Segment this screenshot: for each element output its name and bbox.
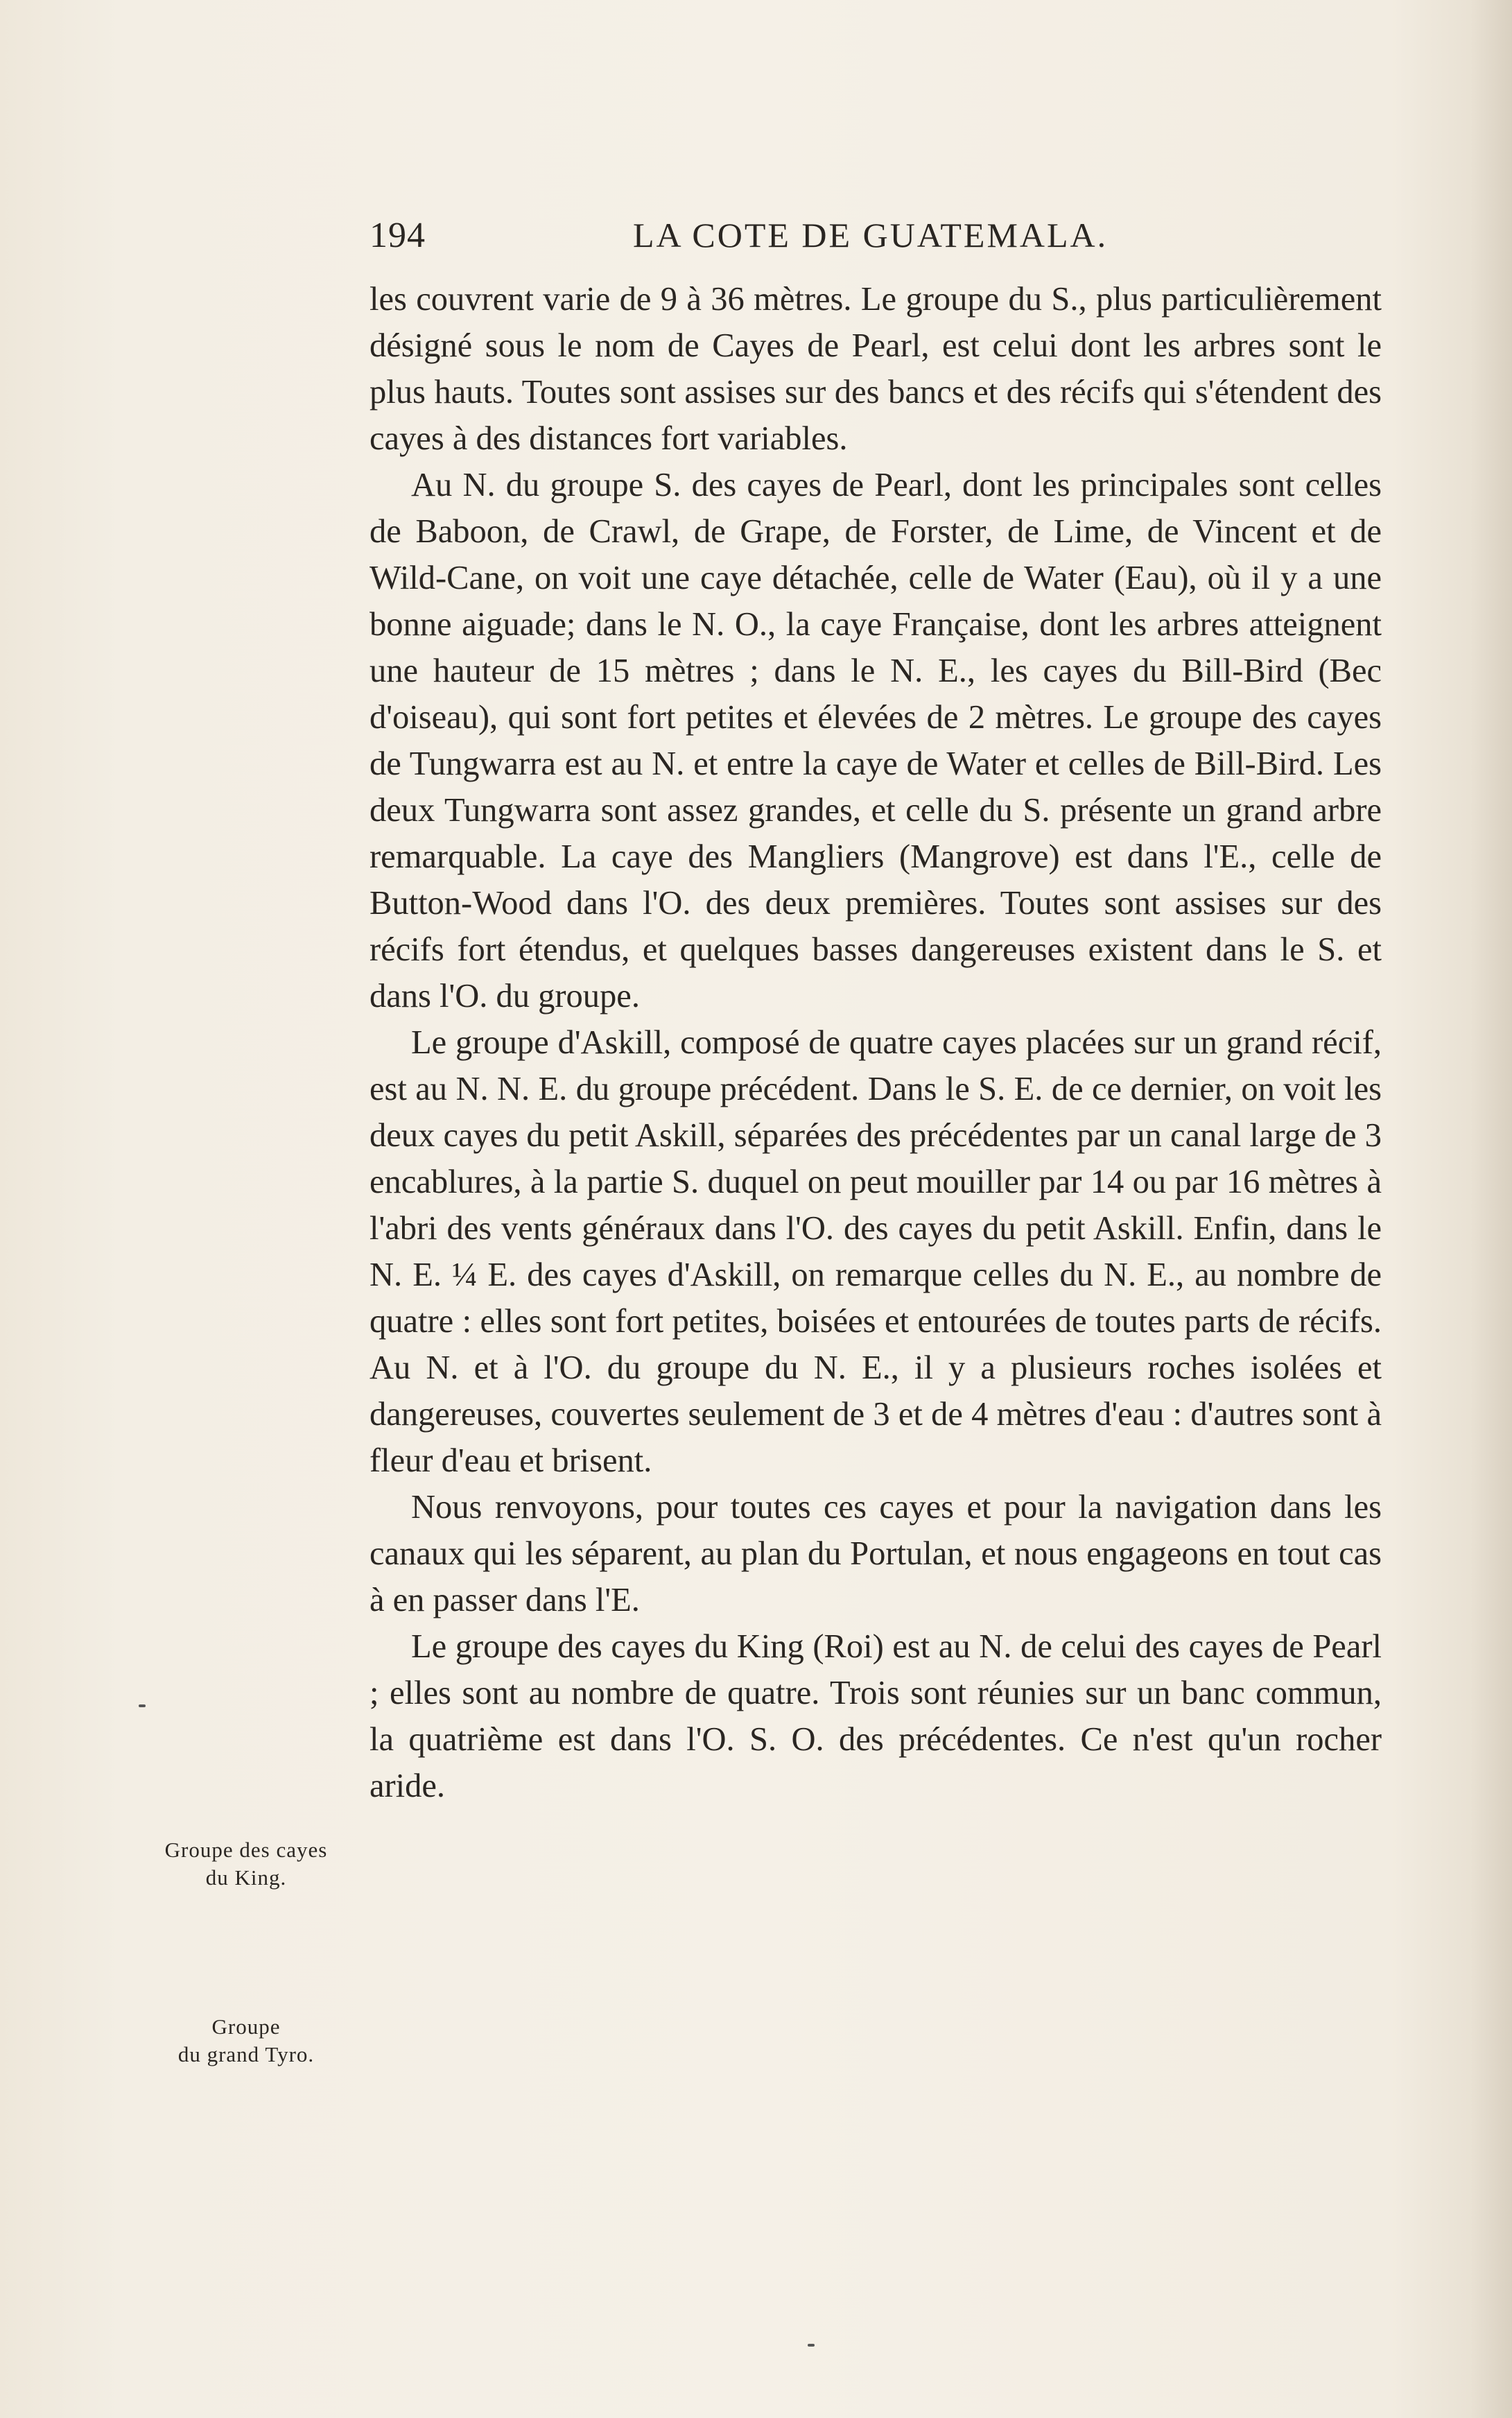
running-title: LA COTE DE GUATEMALA. (633, 216, 1109, 254)
page-number: 194 (370, 216, 426, 255)
sidenote-tyro-line2: du grand Tyro. (177, 2042, 315, 2066)
paragraph-continued: les couvrent varie de 9 à 36 mètres. Le groupe du S., plus particulièrement désigné sous le nom de Cayes de Pearl, est celui dont les arbres sont le plus hauts. Toutes sont assises sur des bancs et des récifs qui s'étendent des cayes à des distances fort variables. (370, 281, 1382, 457)
sidenote-king (135, 1836, 357, 1892)
ink-speck (139, 1704, 146, 1707)
sidenote-king-line1: Groupe des cayes (164, 1838, 328, 1862)
ink-speck (808, 2344, 815, 2347)
page-edge-shadow (1470, 0, 1512, 2418)
running-head (370, 208, 1382, 264)
paragraph-askill: Le groupe d'Askill, composé de quatre cayes placées sur un grand récif, est au N. N. E. du groupe précédent. Dans le S. E. de ce dernier, on voit les deux cayes du petit Askill, séparées des précédentes par un canal large de 3 encablures, à la partie S. duquel on peut mouiller par 14 ou par 16 mètres à l'abri des vents généraux dans l'O. des cayes du petit Askill. Enfin, dans le N. E. ¼ E. des cayes d'Askill, on remarque celles du N. E., au nombre de quatre : elles sont fort petites, boisées et entourées de toutes parts de récifs. Au N. et à l'O. du groupe du N. E., il y a plusieurs roches isolées et dangereuses, couvertes seulement de 3 et de 4 mètres d'eau : d'autres sont à fleur d'eau et brisent. (370, 1024, 1382, 1479)
sidenote-king-line2: du King. (205, 1865, 287, 1890)
paragraph-pearl-north: Au N. du groupe S. des cayes de Pearl, dont les principales sont celles de Baboon, de Crawl, de Grape, de Forster, de Lime, de Vincent et de Wild-Cane, on voit une caye détachée, celle de Water (Eau), où il y a une bonne aiguade; dans le N. O., la caye Française, dont les arbres atteignent une hauteur de 15 mètres ; dans le N. E., les cayes du Bill-Bird (Bec d'oiseau), qui sont fort petites et élevées de 2 mètres. Le groupe des cayes de Tungwarra est au N. et entre la caye de Water et celles de Bill-Bird. Les deux Tungwarra sont assez grandes, et celle du S. présente un grand arbre remarquable. La caye des Mangliers (Mangrove) est dans l'E., celle de Button-Wood dans l'O. des deux premières. Toutes sont assises sur des récifs fort étendus, et quelques basses dangereuses existent dans le S. et dans l'O. du groupe. (370, 467, 1382, 1014)
sidenote-tyro (135, 2013, 357, 2069)
body-text (370, 276, 1382, 1809)
paragraph-navigation: Nous renvoyons, pour toutes ces cayes et pour la navigation dans les canaux qui les séparent, au plan du Portulan, et nous engageons en tout cas à en passer dans l'E. (370, 1489, 1382, 1618)
paragraph-king: Le groupe des cayes du King (Roi) est au N. de celui des cayes de Pearl ; elles sont au nombre de quatre. Trois sont réunies sur un banc commun, la quatrième est dans l'O. S. O. des précédentes. Ce n'est qu'un rocher aride. (370, 1628, 1382, 1804)
sidenote-tyro-line1: Groupe (211, 2014, 281, 2039)
